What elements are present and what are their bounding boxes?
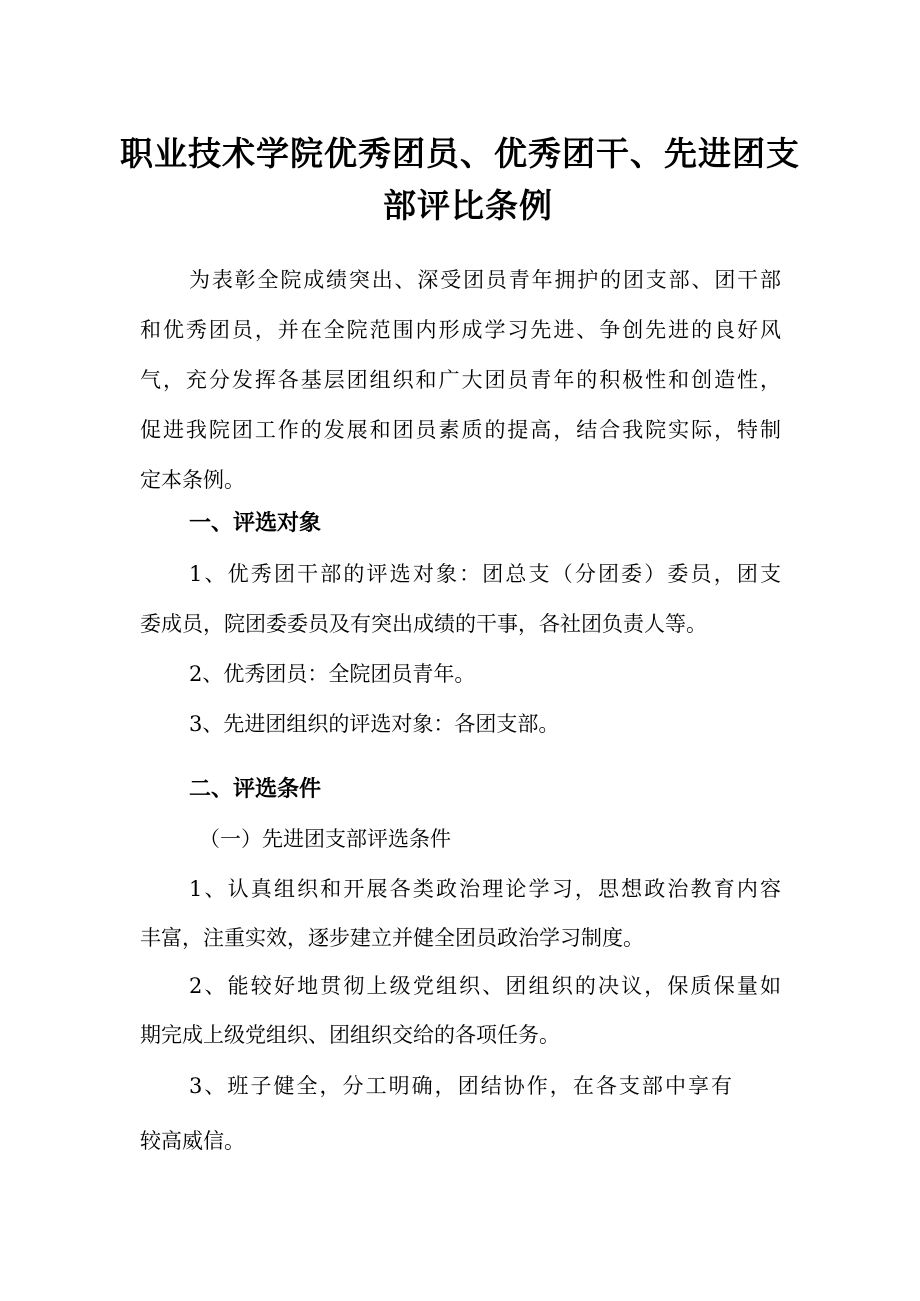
intro-line-1: 为表彰全院成绩突出、深受团员青年拥护的团支部、团干部	[189, 268, 781, 292]
section-2-item-3-line-1: 3、班子健全，分工明确，团结协作，在各支部中享有	[189, 1074, 732, 1098]
section-1-heading: 一、评选对象	[189, 511, 322, 536]
section-2-item-2-line-2: 期完成上级党组织、团组织交给的各项任务。	[140, 1023, 560, 1047]
section-1-item-2: 2、优秀团员：全院团员青年。	[189, 662, 476, 686]
document-title-line-1: 职业技术学院优秀团员、优秀团干、先进团支	[120, 134, 800, 173]
section-2-item-1-line-2: 丰富，注重实效，逐步建立并健全团员政治学习制度。	[140, 926, 644, 950]
section-2-heading: 二、评选条件	[189, 777, 322, 802]
section-1-item-1-line-2: 委成员，院团委委员及有突出成绩的干事，各社团负责人等。	[140, 612, 707, 636]
document-title-line-2: 部评比条例	[383, 186, 553, 225]
section-1-item-1-line-1: 1、优秀团干部的评选对象：团总支（分团委）委员，团支	[189, 562, 781, 586]
section-2-subheading: （一）先进团支部评选条件	[199, 827, 451, 851]
intro-line-5: 定本条例。	[140, 468, 245, 492]
section-2-item-1-line-1: 1、认真组织和开展各类政治理论学习，思想政治教育内容	[189, 877, 781, 901]
intro-line-3: 气，充分发挥各基层团组织和广大团员青年的积极性和创造性，	[140, 368, 781, 392]
section-1-item-3: 3、先进团组织的评选对象：各团支部。	[189, 712, 560, 736]
intro-line-2: 和优秀团员，并在全院范围内形成学习先进、争创先进的良好风	[140, 318, 781, 342]
section-2-item-2-line-1: 2、能较好地贯彻上级党组织、团组织的决议，保质保量如	[189, 974, 781, 998]
intro-line-4: 促进我院团工作的发展和团员素质的提高，结合我院实际，特制	[140, 418, 781, 442]
section-2-item-3-line-2: 较高威信。	[140, 1129, 245, 1153]
